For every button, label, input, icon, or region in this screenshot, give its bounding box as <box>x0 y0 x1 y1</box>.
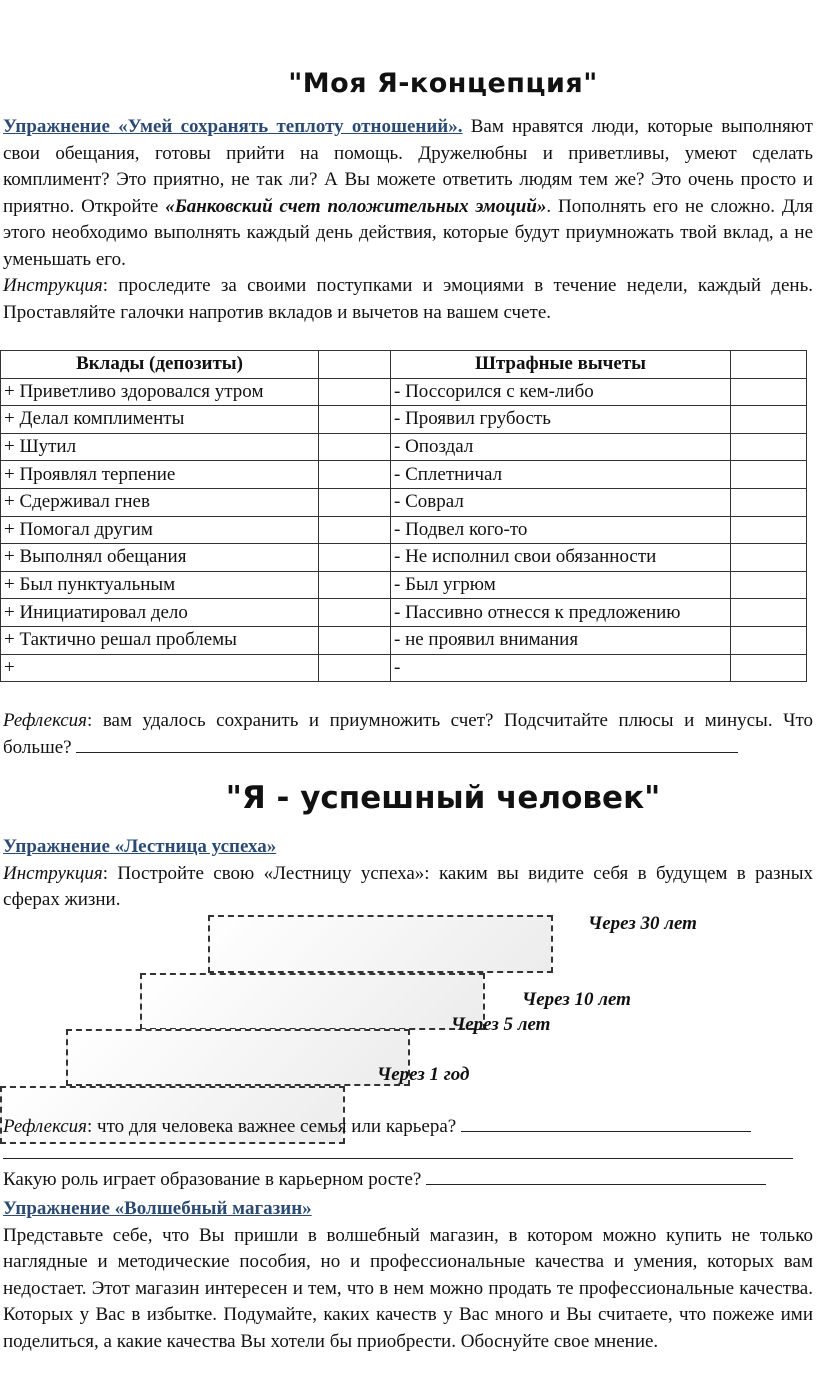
table-row <box>1 433 807 461</box>
instruction2-label: Инструкция <box>3 862 103 884</box>
table-header-cell: Штрафные вычеты <box>391 351 731 379</box>
table-cell: + Тактично решал проблемы <box>1 626 319 654</box>
exercise1-paragraph <box>3 114 813 326</box>
checkmark-cell[interactable] <box>319 544 391 572</box>
table-cell: + Выполнял обещания <box>1 544 319 572</box>
table-cell: + Делал комплименты <box>1 406 319 434</box>
table-cell: + Проявлял терпение <box>1 461 319 489</box>
checkmark-cell[interactable] <box>319 406 391 434</box>
table-cell: + <box>1 654 319 682</box>
reflection2-question2: Какую роль играет образование в карьерном росте? <box>3 1169 427 1190</box>
exercise2-heading: Упражнение «Лестница успеха» <box>3 836 277 857</box>
table-cell: - Подвел кого-то <box>391 516 731 544</box>
table-row <box>1 406 807 434</box>
table-header-cell: Вклады (депозиты) <box>1 351 319 379</box>
checkmark-cell[interactable] <box>731 433 807 461</box>
checkmark-cell[interactable] <box>319 654 391 682</box>
table-row <box>1 516 807 544</box>
table-header-cell <box>731 351 807 379</box>
reflection2-paragraph <box>3 1114 813 1194</box>
table-cell: + Инициатировал дело <box>1 599 319 627</box>
table-cell: + Был пунктуальным <box>1 571 319 599</box>
table-cell: + Сдерживал гнев <box>1 488 319 516</box>
title-self-concept: "Моя Я-концепция" <box>288 68 598 99</box>
exercise1-text2: . Пополнять его не сложно. Для этого необходимо выполнять каждый день действия, которые будут приумножать твой вклад, а не уменьшать его. <box>3 195 813 270</box>
table-header-cell <box>319 351 391 379</box>
table-row <box>1 626 807 654</box>
checkmark-cell[interactable] <box>731 654 807 682</box>
answer-line-4[interactable] <box>426 1168 766 1185</box>
checkmark-cell[interactable] <box>319 571 391 599</box>
reflection1-paragraph <box>3 708 813 761</box>
table-row <box>1 488 807 516</box>
title-successful-person: "Я - успешный человек" <box>225 780 661 816</box>
table-cell: - Сплетничал <box>391 461 731 489</box>
table-cell: + Приветливо здоровался утром <box>1 378 319 406</box>
checkmark-cell[interactable] <box>319 626 391 654</box>
table-cell: - Опоздал <box>391 433 731 461</box>
instruction-text: : проследите за своими поступками и эмоциями в течение недели, каждый день. Проставляйте галочки напротив вкладов и вычетов на вашем счете. <box>3 275 813 323</box>
table-cell: - <box>391 654 731 682</box>
reflection2-label: Рефлексия <box>3 1116 88 1137</box>
table-row <box>1 461 807 489</box>
ladder-step-5 <box>66 1029 410 1086</box>
ladder-step-10 <box>140 973 485 1030</box>
checkmark-cell[interactable] <box>731 516 807 544</box>
checkmark-cell[interactable] <box>731 378 807 406</box>
answer-line[interactable] <box>76 736 738 753</box>
table-row <box>1 571 807 599</box>
exercise3-paragraph <box>3 1196 813 1355</box>
table-cell: + Помогал другим <box>1 516 319 544</box>
checkmark-cell[interactable] <box>319 599 391 627</box>
table-header-row <box>1 351 807 379</box>
deposits-table <box>0 350 807 682</box>
table-row <box>1 378 807 406</box>
checkmark-cell[interactable] <box>731 544 807 572</box>
table-cell: - Поссорился с кем-либо <box>391 378 731 406</box>
table-cell: + Шутил <box>1 433 319 461</box>
exercise2-paragraph <box>3 834 813 914</box>
reflection1-label: Рефлексия <box>3 710 88 731</box>
instruction-label: Инструкция <box>3 275 103 296</box>
checkmark-cell[interactable] <box>731 406 807 434</box>
instruction2-text: : Постройте свою «Лестницу успеха»: каким вы видите себя в будущем в разных сферах жизни. <box>3 862 813 910</box>
checkmark-cell[interactable] <box>319 461 391 489</box>
checkmark-cell[interactable] <box>731 488 807 516</box>
bank-account-phrase: «Банковский счет положительных эмоций» <box>165 195 547 217</box>
table-row <box>1 654 807 682</box>
table-cell: - не проявил внимания <box>391 626 731 654</box>
table-cell: - Был угрюм <box>391 571 731 599</box>
ladder-step-30 <box>208 915 553 973</box>
checkmark-cell[interactable] <box>319 516 391 544</box>
table-cell: - Проявил грубость <box>391 406 731 434</box>
label-10-years: Через 10 лет <box>522 989 631 1010</box>
answer-line-3[interactable] <box>3 1142 793 1159</box>
label-5-years: Через 5 лет <box>451 1014 551 1035</box>
checkmark-cell[interactable] <box>731 461 807 489</box>
answer-line-2[interactable] <box>461 1115 751 1132</box>
checkmark-cell[interactable] <box>731 599 807 627</box>
reflection1-text: : вам удалось сохранить и приумножить счет? Подсчитайте плюсы и минусы. Что больше? <box>3 710 813 758</box>
exercise1-text1: Вам нравятся люди, которые выполняют свои обещания, готовы прийти на помощь. Дружелюбны и приветливы, умеют сделать комплимент? Это приятно, не так ли? А Вы можете ответить людям тем же? Это очень просто и приятно. Откройте <box>3 116 813 217</box>
table-row <box>1 544 807 572</box>
exercise3-heading: Упражнение «Волшебный магазин» <box>3 1198 312 1219</box>
checkmark-cell[interactable] <box>731 571 807 599</box>
checkmark-cell[interactable] <box>319 488 391 516</box>
checkmark-cell[interactable] <box>319 378 391 406</box>
reflection2-text: : что для человека важнее семья или карьера? <box>87 1116 461 1137</box>
exercise3-text: Представьте себе, что Вы пришли в волшебный магазин, в котором можно купить не только наглядные и методические пособия, но и профессиональные качества и умения, которых вам недостает. Этот магазин интересен и тем, что в нем можно продать те профессиональные качества. Которых у Вас в избытке. Подумайте, каких качеств у Вас много и Вы считаете, что пожеже ими поделиться, а какие качества Вы хотели бы приобрести. Обоснуйте свое мнение. <box>3 1224 813 1352</box>
table-row <box>1 599 807 627</box>
label-30-years: Через 30 лет <box>588 913 697 934</box>
exercise1-heading: Упражнение «Умей сохранять теплоту отношений». <box>3 116 463 137</box>
checkmark-cell[interactable] <box>319 433 391 461</box>
table-cell: - Не исполнил свои обязанности <box>391 544 731 572</box>
table-cell: - Пассивно отнесся к предложению <box>391 599 731 627</box>
checkmark-cell[interactable] <box>731 626 807 654</box>
label-1-year: Через 1 год <box>377 1064 470 1085</box>
table-cell: - Соврал <box>391 488 731 516</box>
